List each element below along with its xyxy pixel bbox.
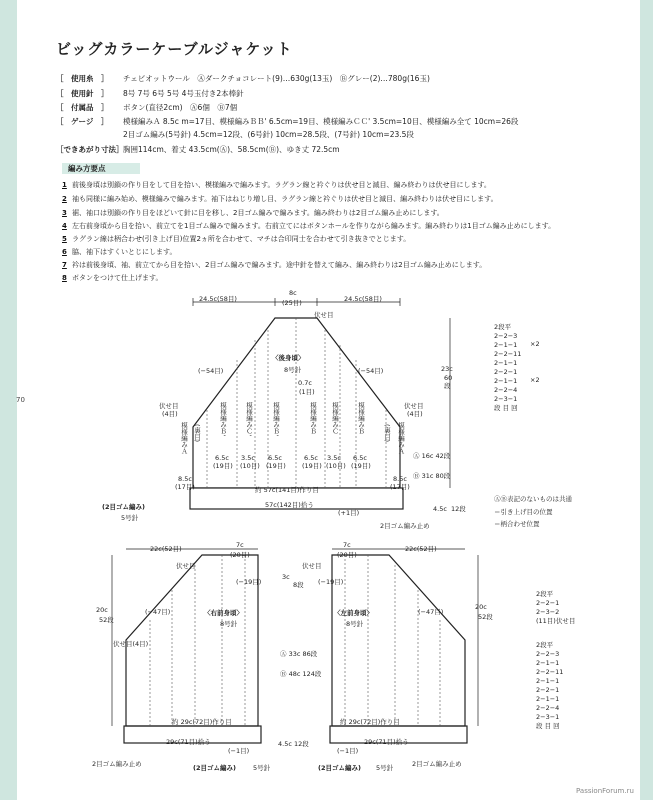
back-right-bind: 伏せ目 <box>404 402 424 410</box>
back-title: 〈後身頃〉 <box>272 354 305 362</box>
rf-top-left: 22c(52目) <box>150 545 182 553</box>
back-note-1: 2−1−1 <box>494 341 518 349</box>
back-left-bind: 伏せ目 <box>159 402 179 410</box>
legend-pull-up: ＝引き上げ目の位置 <box>494 508 553 516</box>
back-side-a: Ⓐ 16c 42段 <box>413 452 451 460</box>
lf-rib-rows: 12段 <box>294 740 309 748</box>
back-note-4: 2−2−1 <box>494 368 518 376</box>
back-w7-st: (19目) <box>351 462 371 470</box>
back-top-mid-stitches: (25目) <box>282 299 302 307</box>
lf-top-mid-st: (20目) <box>337 551 357 559</box>
back-top-right-width: 24.5c(58目) <box>344 295 382 303</box>
spec-gauge: ［ ゲージ ］ 模様編みＡ 8.5c m=17目、模様編みＢＢ' 6.5cm=19目、模様編みＣＣ' 3.5cm=10目、模様編み全て 10cm=26段 <box>56 117 519 126</box>
front-note-4-8: 段 目 回 <box>536 722 560 730</box>
spec-notions: ［ 付属品 ］ ボタン(直径2cm) Ⓐ6個 Ⓑ7個 <box>56 103 238 112</box>
back-height-unit: 段 <box>444 382 451 390</box>
back-needle: 8号針 <box>284 366 302 374</box>
rf-minus1: (−1目) <box>228 747 250 755</box>
front-note-4-3: 2−1−1 <box>536 677 560 685</box>
rf-height-rows: 52段 <box>99 616 114 624</box>
back-w2-st: (19目) <box>213 462 233 470</box>
rf-title: 〈右前身頃〉 <box>204 609 243 617</box>
page-number: 70 <box>16 396 25 404</box>
back-note-8: 段 目 回 <box>494 404 518 412</box>
back-rib-end: 2目ゴム編み止め <box>380 522 430 530</box>
lf-rib-h: 4.5c <box>278 740 292 748</box>
back-col-c: 模様編みＣ <box>331 402 339 435</box>
rf-rib-needle: 5号針 <box>253 764 271 772</box>
back-col-a-right: 模様編みＡ <box>397 422 405 455</box>
back-pick-up: 57c(142目)拾う <box>265 501 314 509</box>
back-w4: 6.5c <box>268 454 282 462</box>
back-w5: 6.5c <box>304 454 318 462</box>
legend-pattern-match: ＝柄合わせ位置 <box>494 520 540 528</box>
back-w3-st: (10目) <box>240 462 260 470</box>
front-note-4-2: 2−2−11 <box>536 668 564 676</box>
back-w7: 6.5c <box>353 454 367 462</box>
rf-cast-on: 約 29c(72目)作り目 <box>172 718 232 726</box>
back-col-ura-right: (裏目) <box>383 424 391 443</box>
back-note-3: 2−1−1 <box>494 359 518 367</box>
lf-total-b: Ⓑ 48c 124段 <box>280 670 322 678</box>
back-w6-st: (10目) <box>326 462 346 470</box>
spec-yarn: ［ 使用糸 ］ チェビオットウール Ⓐダークチョコレート(9)…630g(13玉) Ⓑグレー(2)…780g(16玉) <box>56 74 430 83</box>
front-note-4-5: 2−1−1 <box>536 695 560 703</box>
back-height-rows: 60 <box>444 374 453 382</box>
front-note-4-1: 2−1−1 <box>536 659 560 667</box>
step-7: 7 衿は前後身頃、袖、前立てから目を拾い、2目ゴム編みで編みます。途中針を替えて編み、編み終わりは2目ゴム編み止めにします。 <box>62 261 487 269</box>
spec-size: ［できあがり寸法］胸囲114cm、着丈 43.5cm(Ⓐ)、58.5cm(Ⓑ)、ゆき丈 72.5cm <box>56 145 340 154</box>
back-center-stitches: (1目) <box>299 388 315 396</box>
rf-dec-19: (−19目) <box>236 578 262 586</box>
rf-top-mid-st: (20目) <box>230 551 250 559</box>
back-w4-st: (19目) <box>266 462 286 470</box>
howto-heading: 編み方要点 <box>62 163 140 174</box>
back-rib-label: (2目ゴム編み) <box>102 503 145 511</box>
lf-total-a: Ⓐ 33c 86段 <box>280 650 318 658</box>
lf-height: 20c <box>475 603 487 611</box>
back-note-x1: ×2 <box>530 340 540 348</box>
back-col-ura-left: (裏目) <box>193 424 201 443</box>
step-8: 8 ボタンをつけて仕上げます。 <box>62 274 163 282</box>
lf-mid-h: 3c <box>282 573 290 581</box>
back-note-title: 2段平 <box>494 323 512 331</box>
back-side-b: Ⓑ 31c 80段 <box>413 472 451 480</box>
front-note-2b: 2−3−2 <box>536 608 560 616</box>
back-note-6: 2−2−4 <box>494 386 518 394</box>
back-left-bind-st: (4目) <box>162 410 178 418</box>
rf-side-bind: 伏せ目(4目) <box>113 640 149 648</box>
step-2: 2 袖も同様に編み始め、模様編みで編みます。袖下はねじり増し目、ラグラン線と衿ぐりは伏せ目と減目、編み終わりは伏せ目にします。 <box>62 195 498 203</box>
spec-gauge-2: 2目ゴム編み(5号針) 4.5cm=12段、(6号針) 10cm=28.5段、(7号針) 10cm=23.5段 <box>123 130 414 139</box>
front-note-4-4: 2−2−1 <box>536 686 560 694</box>
back-w5-st: (19目) <box>302 462 322 470</box>
lf-title: 〈左前身頃〉 <box>334 609 373 617</box>
back-dec-right: (−54目) <box>358 367 384 375</box>
rf-rib-label: (2目ゴム編み) <box>193 764 236 772</box>
back-height: 23c <box>441 365 453 373</box>
back-dec-left: (−54目) <box>198 367 224 375</box>
front-note-4-0: 2−2−3 <box>536 650 560 658</box>
lf-cast-on: 約 29c(72目)作り目 <box>340 718 400 726</box>
lf-mid-h-rows: 8段 <box>293 581 304 589</box>
back-top-left-width: 24.5c(58目) <box>199 295 237 303</box>
back-plus-one: (+1目) <box>338 509 360 517</box>
back-w6: 3.5c <box>327 454 341 462</box>
lf-rib-label: (2目ゴム編み) <box>318 764 361 772</box>
step-3: 3 裾、袖口は別鎖の作り目をほどいて針に目を移し、2目ゴム編みで編みます。編み終わりは2目ゴム編み止めにします。 <box>62 209 444 217</box>
back-col-a-left: 模様編みＡ <box>180 422 188 455</box>
lf-pick-up: 29c(71目)拾う <box>364 738 409 746</box>
back-center-width: 0.7c <box>298 379 312 387</box>
back-top-mid-width: 8c <box>289 289 297 297</box>
front-note-1: 2段平 <box>536 590 554 598</box>
back-col-c2: 模様編みＣ' <box>245 402 253 437</box>
lf-dec-47: (−47目) <box>418 608 444 616</box>
page-title: ビッグカラーケーブルジャケット <box>56 40 293 58</box>
back-note-5: 2−1−1 <box>494 377 518 385</box>
lf-height-rows: 52段 <box>478 613 493 621</box>
back-bind-off: 伏せ目 <box>314 311 334 319</box>
front-note-2a: 2−2−1 <box>536 599 560 607</box>
back-rib-height: 4.5c <box>433 505 447 513</box>
rf-needle: 8号針 <box>220 620 238 628</box>
back-col-b2-left: 模様編みＢ' <box>219 402 227 437</box>
back-note-7: 2−3−1 <box>494 395 518 403</box>
lf-bind: 伏せ目 <box>302 562 322 570</box>
rf-rib-end: 2目ゴム編み止め <box>92 760 142 768</box>
step-4: 4 左右前身頃から目を拾い、前立てを1目ゴム編みで編みます。右前立てにはボタンホールを作りながら編みます。編み終わりは1目ゴム編み止めにします。 <box>62 222 556 230</box>
lf-top-right: 22c(52目) <box>405 545 437 553</box>
back-w8-st: (17目) <box>390 483 410 491</box>
back-w3: 3.5c <box>241 454 255 462</box>
spec-needle: ［ 使用針 ］ 8号 7号 6号 5号 4号玉付き2本棒針 <box>56 89 244 98</box>
back-note-0: 2−2−3 <box>494 332 518 340</box>
front-note-4-6: 2−2−4 <box>536 704 560 712</box>
back-w1: 8.5c <box>178 475 192 483</box>
lf-rib-end: 2目ゴム編み止め <box>412 760 462 768</box>
front-note-3: 2段平 <box>536 641 554 649</box>
back-col-b-left: 模様編みＢ <box>309 402 317 435</box>
lf-minus1: (−1目) <box>337 747 359 755</box>
front-note-2c: (11目)伏せ目 <box>536 617 576 625</box>
back-cast-on: 約 57c(141目)作り目 <box>255 486 319 494</box>
rf-dec-47: (−47目) <box>145 608 171 616</box>
back-rib-rows: 12段 <box>451 505 466 513</box>
lf-rib-needle: 5号針 <box>376 764 394 772</box>
common-note: ⒶⒷ表記のないものは共通 <box>494 495 572 503</box>
back-right-bind-st: (4目) <box>407 410 423 418</box>
lf-top-mid: 7c <box>343 541 351 549</box>
back-w8: 8.5c <box>393 475 407 483</box>
rf-top-mid: 7c <box>236 541 244 549</box>
step-5: 5 ラグラン線は柄合わせ(引き上げ目)位置2ヵ所を合わせて、マチは合印同士を合わせて引き抜きでとじます。 <box>62 235 411 243</box>
back-note-2: 2−2−11 <box>494 350 522 358</box>
watermark: PassionForum.ru <box>576 787 634 795</box>
rf-bind: 伏せ目 <box>176 562 196 570</box>
lf-dec-19: (−19目) <box>318 578 344 586</box>
left-front-outline <box>332 555 465 726</box>
back-col-b2-right: 模様編みＢ' <box>272 402 280 437</box>
rf-height: 20c <box>96 606 108 614</box>
rf-pick-up: 29c(71目)拾う <box>166 738 211 746</box>
step-6: 6 脇、袖下はすくいとじにします。 <box>62 248 177 256</box>
back-w2: 6.5c <box>215 454 229 462</box>
front-note-4-7: 2−3−1 <box>536 713 560 721</box>
step-1: 1 前後身頃は別鎖の作り目をして目を拾い、模様編みで編みます。ラグラン線と衿ぐりは伏せ目と減目、編み終わりは伏せ目にします。 <box>62 181 491 189</box>
back-note-x2: ×2 <box>530 376 540 384</box>
back-col-b-right: 模様編みＢ <box>357 402 365 435</box>
back-w1-st: (17目) <box>175 483 195 491</box>
back-rib-needle: 5号針 <box>121 514 139 522</box>
lf-needle: 8号針 <box>346 620 364 628</box>
